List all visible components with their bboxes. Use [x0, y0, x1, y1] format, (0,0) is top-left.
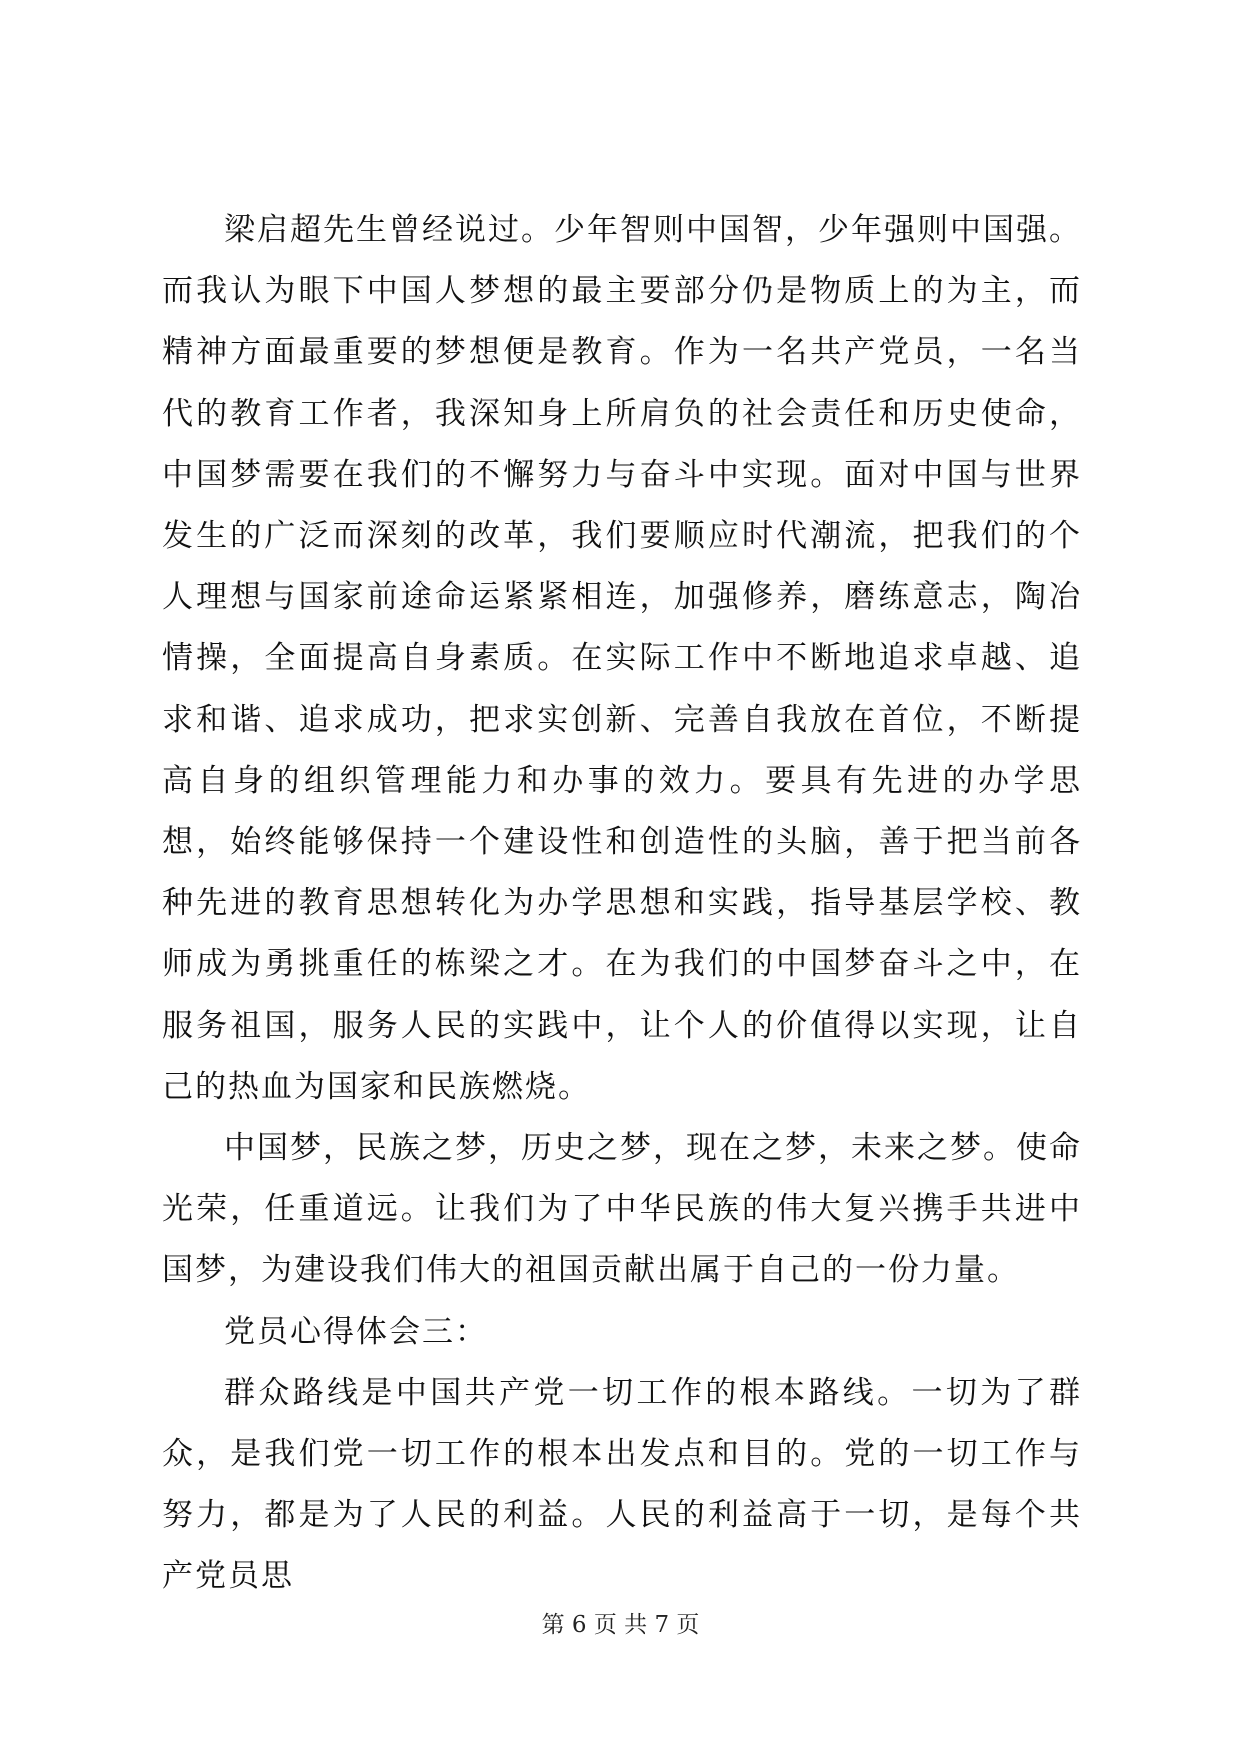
- paragraph-liang-qichao: 梁启超先生曾经说过。少年智则中国智，少年强则中国强。而我认为眼下中国人梦想的最主要部分仍是物质上的为主，而精神方面最重要的梦想便是教育。作为一名共产党员，一名当代的教育工作者，我深知身上所肩负的社会责任和历史使命，中国梦需要在我们的不懈努力与奋斗中实现。面对中国与世界发生的广泛而深刻的改革，我们要顺应时代潮流，把我们的个人理想与国家前途命运紧紧相连，加强修养，磨练意志，陶冶情操，全面提高自身素质。在实际工作中不断地追求卓越、追求和谐、追求成功，把求实创新、完善自我放在首位，不断提高自身的组织管理能力和办事的效力。要具有先进的办学思想，始终能够保持一个建设性和创造性的头脑，善于把当前各种先进的教育思想转化为办学思想和实践，指导基层学校、教师成为勇挑重任的栋梁之才。在为我们的中国梦奋斗之中，在服务祖国，服务人民的实践中，让个人的价值得以实现，让自己的热血为国家和民族燃烧。: [162, 212, 1082, 1105]
- paragraph-mass-line: 群众路线是中国共产党一切工作的根本路线。一切为了群众，是我们党一切工作的根本出发点和目的。党的一切工作与努力，都是为了人民的利益。人民的利益高于一切，是每个共产党员思: [162, 1374, 1082, 1595]
- page-number-footer: 第 6 页 共 7 页: [541, 1612, 700, 1638]
- document-body: [162, 200, 1082, 1608]
- section-heading: 党员心得体会三：: [224, 1313, 488, 1350]
- paragraph-china-dream: 中国梦，民族之梦，历史之梦，现在之梦，未来之梦。使命光荣，任重道远。让我们为了中华民族的伟大复兴携手共进中国梦，为建设我们伟大的祖国贡献出属于自己的一份力量。: [162, 1130, 1082, 1289]
